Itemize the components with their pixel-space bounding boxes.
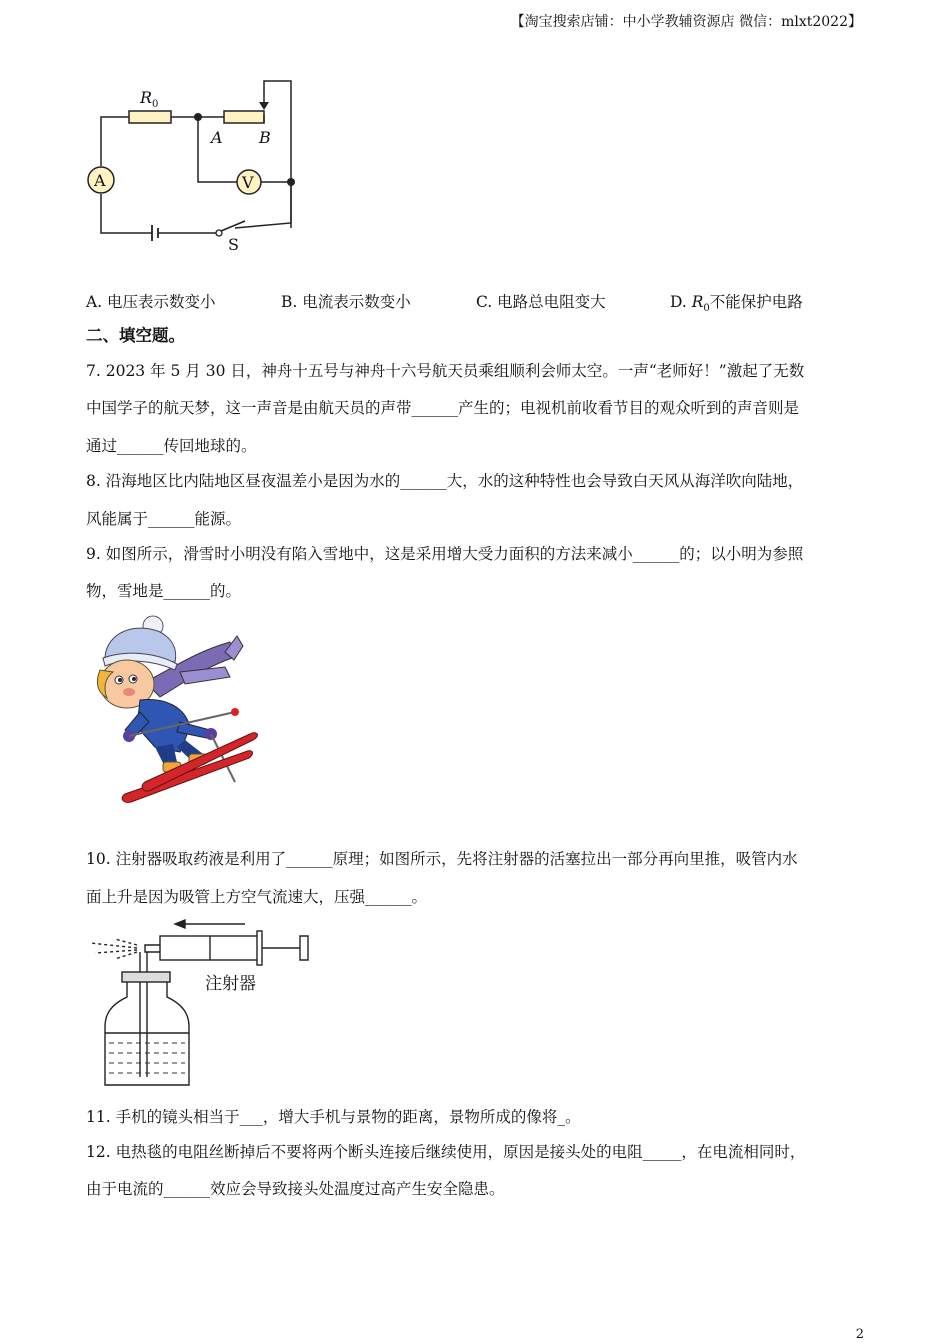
syringe-diagram bbox=[85, 915, 325, 1090]
switch-lever bbox=[221, 221, 245, 231]
syringe-label: 注射器 bbox=[205, 974, 256, 994]
q7-line-2: 中国学子的航天梦，这一声音是由航天员的声带______产生的；电视机前收看节目的观众听到的声音则是 bbox=[86, 399, 800, 417]
point-b-label: B bbox=[259, 128, 271, 147]
q6-option-a: A. 电压表示数变小 bbox=[86, 293, 216, 311]
section-title: 二、填空题。 bbox=[86, 326, 185, 345]
q10-line-1: 10. 注射器吸取药液是利用了______原理；如图所示，先将注射器的活塞拉出一部分再向里推，吸管内水 bbox=[86, 850, 798, 868]
q6-option-d: D. $R_0$不能保护电路 bbox=[670, 293, 803, 315]
q12-line-1: 12. 电热毯的电阻丝断掉后不要将两个断头连接后继续使用，原因是接头处的电阻_____，在电流相同时， bbox=[86, 1143, 806, 1161]
switch-label: S bbox=[228, 235, 239, 254]
q8-line-2: 风能属于______能源。 bbox=[86, 510, 242, 528]
q7-line-3: 通过______传回地球的。 bbox=[86, 437, 257, 455]
q7-line-1: 7. 2023 年 5 月 30 日，神舟十五号与神舟十六号航天员乘组顺利会师太空。一声“老师好！”激起了无数 bbox=[86, 362, 805, 380]
skier-illustration bbox=[85, 612, 260, 812]
r0-label: $R_0$ bbox=[140, 88, 159, 110]
q12-line-2: 由于电流的______效应会导致接头处温度过高产生安全隐患。 bbox=[86, 1180, 505, 1198]
q9-line-1: 9. 如图所示，滑雪时小明没有陷入雪地中，这是采用增大受力面积的方法来减小______的；以小明为参照 bbox=[86, 545, 804, 563]
circuit-diagram bbox=[80, 70, 320, 260]
q6-option-c: C. 电路总电阻变大 bbox=[476, 293, 606, 311]
page-header: 【淘宝搜索店铺：中小学教辅资源店 微信：mlxt2022】 bbox=[510, 14, 862, 30]
r0-resistor bbox=[129, 111, 171, 123]
q6-option-b: B. 电流表示数变小 bbox=[281, 293, 411, 311]
point-a-label: A bbox=[211, 128, 223, 147]
ammeter-label: A bbox=[94, 171, 106, 190]
q8-line-1: 8. 沿海地区比内陆地区昼夜温差小是因为水的______大，水的这种特性也会导致白天风从海洋吹向陆地， bbox=[86, 472, 804, 490]
battery bbox=[152, 225, 158, 241]
q10-line-2: 面上升是因为吸管上方空气流速大，压强______。 bbox=[86, 888, 428, 906]
q11-line: 11. 手机的镜头相当于___，增大手机与景物的距离，景物所成的像将_。 bbox=[86, 1108, 581, 1126]
q9-line-2: 物，雪地是______的。 bbox=[86, 582, 242, 600]
page-number: 2 bbox=[855, 1327, 864, 1342]
rheostat bbox=[224, 111, 264, 123]
voltmeter-label: V bbox=[242, 173, 254, 192]
